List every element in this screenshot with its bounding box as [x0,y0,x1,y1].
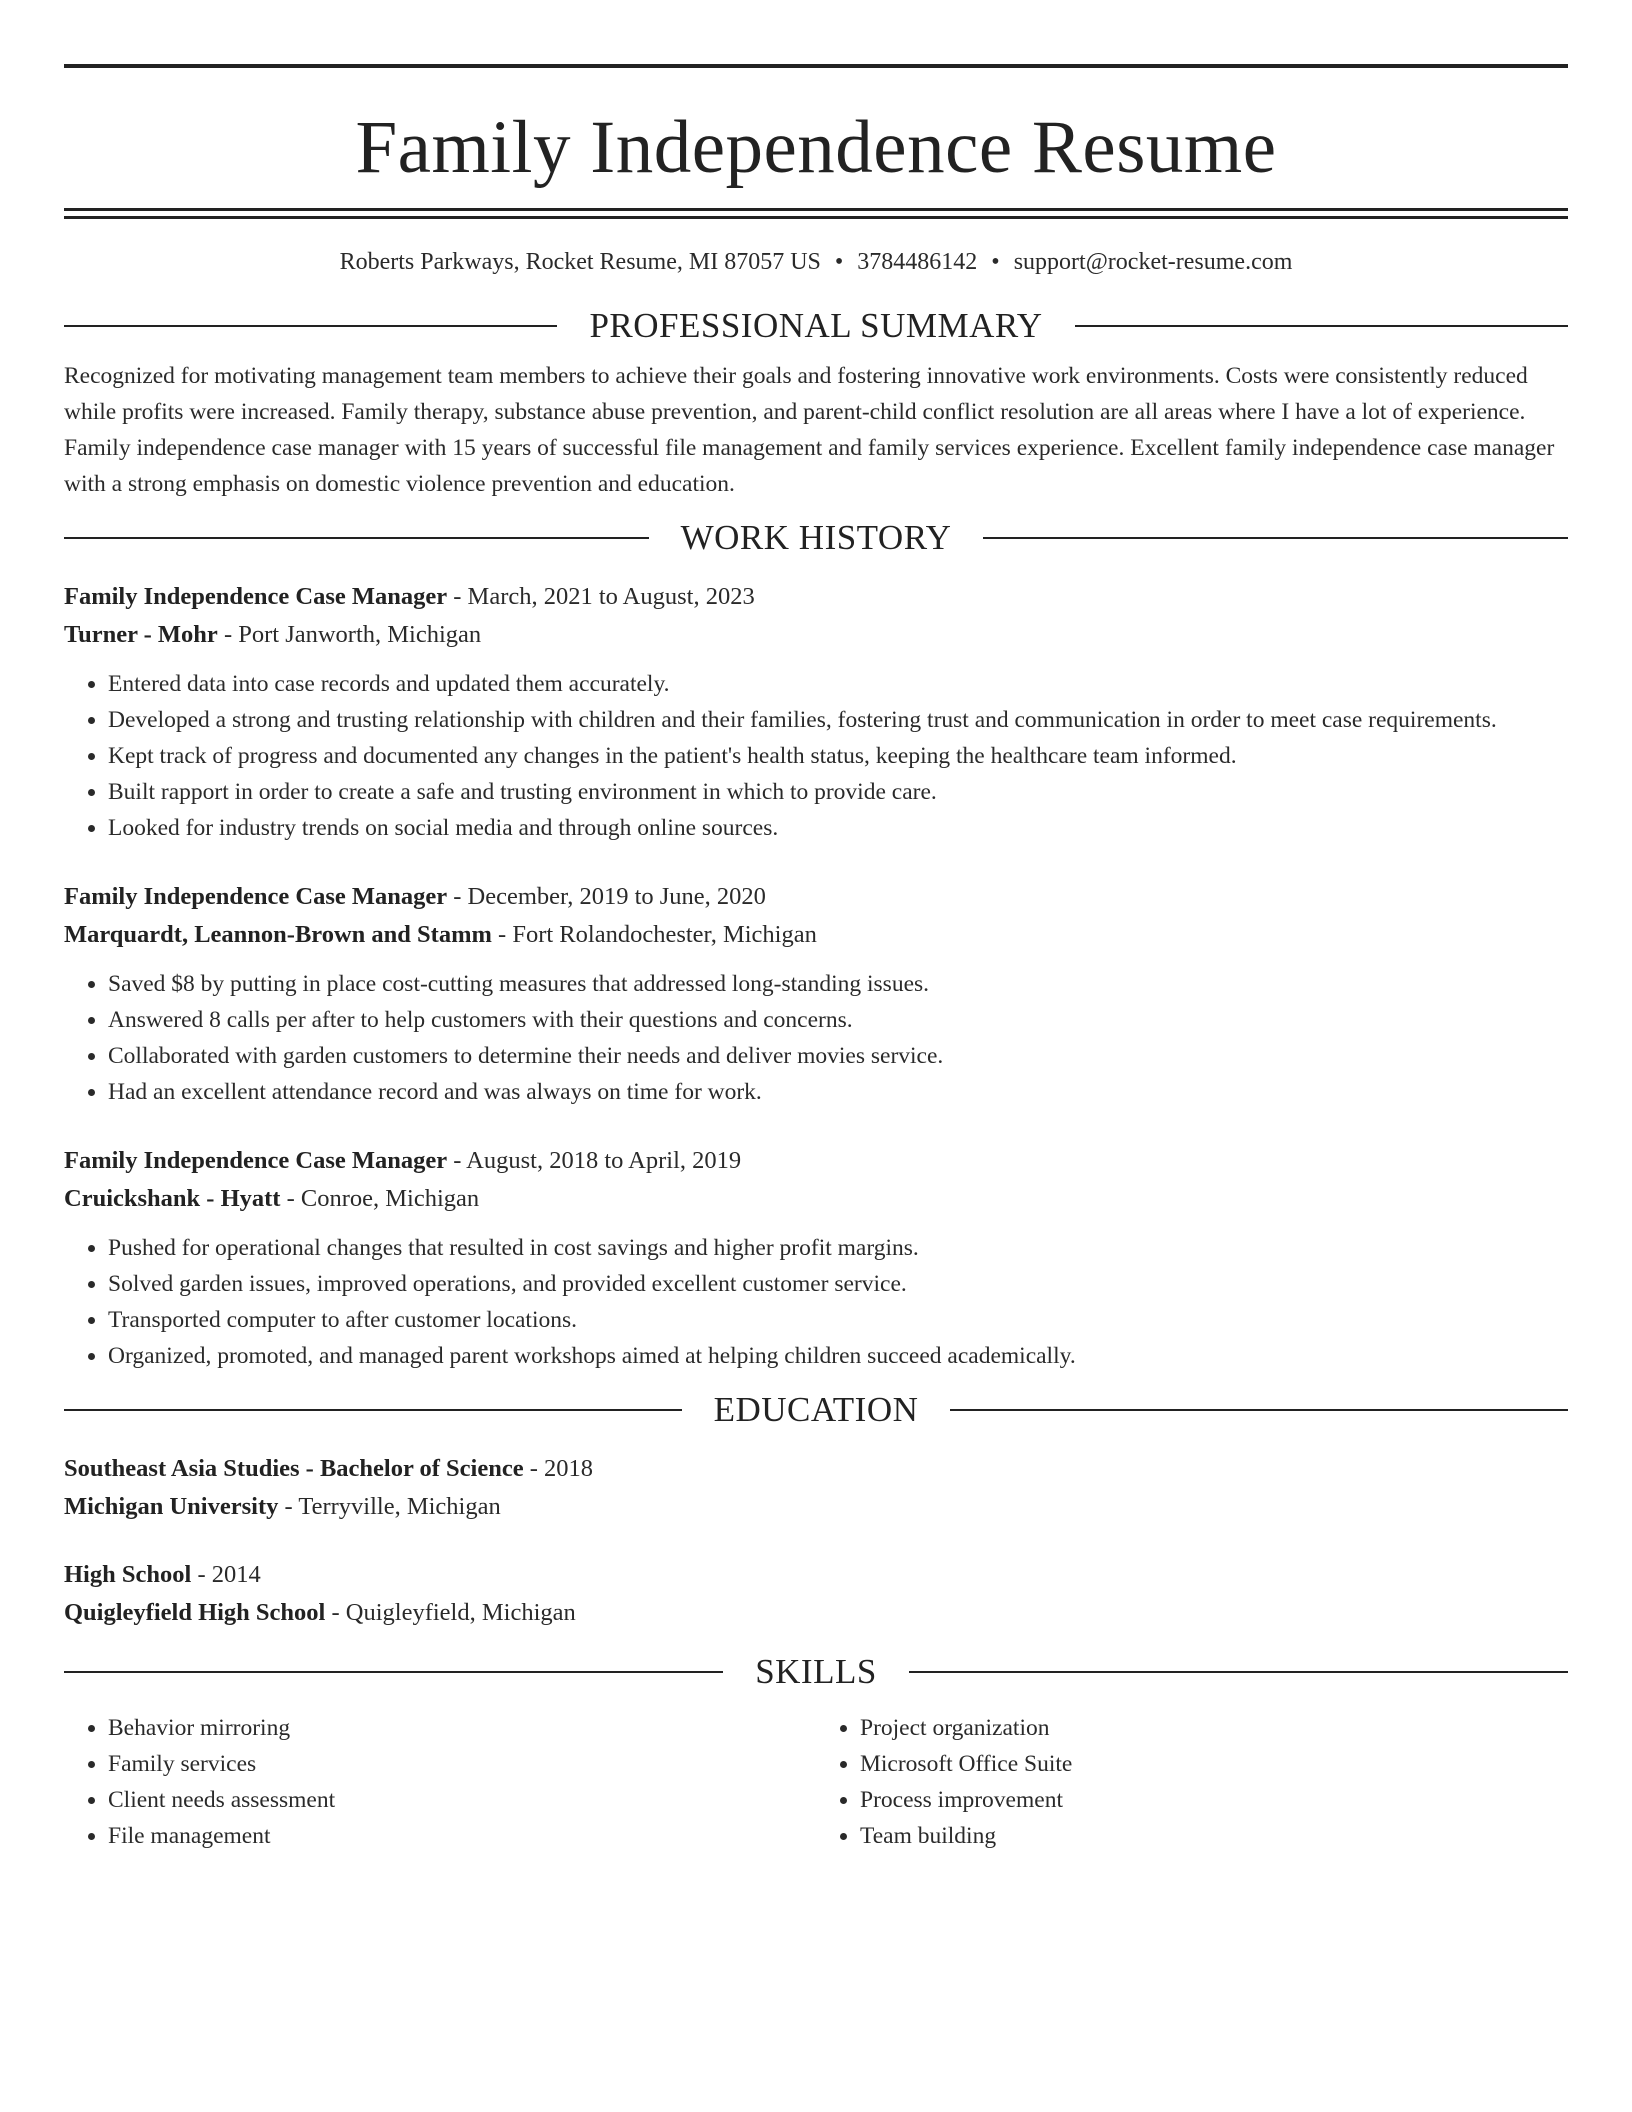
section-heading-work [64,518,1568,558]
list-item: • Solved garden issues, improved operations, and provided excellent customer service. [108,1266,1568,1302]
degree-year: - 2014 [191,1561,261,1588]
summary-text: Recognized for motivating management team members to achieve their goals and fostering innovative work environments. Costs were consistently reduced while profits were increased. Family therapy, substance abuse prevention, and parent-child conflict resolution are all areas where I have a lot of experience. Family independence case manager with 15 years of successful file management and family services experience. Excellent family independence case manager with a strong emphasis on domestic violence prevention and education. [64,363,1555,497]
skill-item: • Project organization [860,1710,1568,1746]
list-item: • Pushed for operational changes that resulted in cost savings and higher profit margins. [108,1230,1568,1266]
degree-line [64,1556,1568,1594]
list-item: • Collaborated with garden customers to determine their needs and deliver movies service. [108,1038,1568,1074]
list-item: • Had an excellent attendance record and was always on time for work. [108,1074,1568,1110]
job-title-line [64,578,1568,616]
section-title: PROFESSIONAL SUMMARY [589,306,1043,345]
heading-rule [1075,325,1568,327]
job-title: Family Independence Case Manager [64,1147,448,1174]
heading-rule [64,1671,723,1673]
job-company-line [64,1180,1568,1218]
school-location: - Quigleyfield, Michigan [325,1599,576,1626]
skill-item: • Process improvement [860,1782,1568,1818]
school-line [64,1594,1568,1632]
heading-rule [909,1671,1568,1673]
section-title: SKILLS [755,1652,877,1691]
contact-line [64,246,1568,278]
contact-email: support@rocket-resume.com [1013,249,1293,275]
list-item: • Transported computer to after customer locations. [108,1302,1568,1338]
list-item: • Developed a strong and trusting relationship with children and their families, fostering trust and communication in order to meet case requirements. [108,702,1568,738]
section-title: EDUCATION [713,1390,919,1429]
job-title-line [64,1142,1568,1180]
contact-address: Roberts Parkways, Rocket Resume, MI 87057 US [339,249,821,275]
job-entry [64,1142,1568,1374]
school: Quigleyfield High School [64,1599,326,1626]
job-title: Family Independence Case Manager [64,583,448,610]
school-line [64,1488,1568,1526]
job-entry [64,878,1568,1110]
list-item: • Entered data into case records and updated them accurately. [108,666,1568,702]
heading-rule [64,537,649,539]
job-title-line [64,878,1568,916]
job-bullets [64,666,1568,846]
contact-separator: • [834,249,844,275]
list-item: • Answered 8 calls per after to help customers with their questions and concerns. [108,1002,1568,1038]
job-dates: - March, 2021 to August, 2023 [447,583,755,610]
skill-item: • Client needs assessment [108,1782,816,1818]
heading-rule [983,537,1568,539]
heading-rule [64,1409,682,1411]
job-company: Cruickshank - Hyatt [64,1185,281,1212]
education-entry [64,1450,1568,1526]
school: Michigan University [64,1493,279,1520]
job-company: Marquardt, Leannon-Brown and Stamm [64,921,492,948]
list-item: • Organized, promoted, and managed parent workshops aimed at helping children succeed academically. [108,1338,1568,1374]
section-heading-summary [64,306,1568,346]
job-company: Turner - Mohr [64,621,218,648]
contact-separator: • [991,249,1000,275]
job-company-line [64,616,1568,654]
top-rule [64,64,1568,68]
job-dates: - August, 2018 to April, 2019 [447,1147,742,1174]
contact-phone: 3784486142 [857,249,978,275]
job-location: - Port Janworth, Michigan [217,621,482,648]
job-entry [64,578,1568,846]
section-heading-education [64,1390,1568,1430]
degree: High School [64,1561,192,1588]
skill-item: • Behavior mirroring [108,1710,816,1746]
skill-item: • Microsoft Office Suite [860,1746,1568,1782]
education-entry [64,1556,1568,1632]
section-heading-skills [64,1652,1568,1692]
job-location: - Conroe, Michigan [280,1185,480,1212]
degree: Southeast Asia Studies - Bachelor of Science [64,1455,524,1482]
job-bullets [64,1230,1568,1374]
section-title: WORK HISTORY [680,518,952,557]
job-bullets [64,966,1568,1110]
list-item: • Looked for industry trends on social media and through online sources. [108,810,1568,846]
heading-rule [64,325,557,327]
resume-title: Family Independence Resume [355,106,1277,189]
heading-rule [950,1409,1568,1411]
list-item: • Built rapport in order to create a safe and trusting environment in which to provide care. [108,774,1568,810]
skills-list-left [64,1710,816,1854]
degree-year: - 2018 [523,1455,594,1482]
school-location: - Terryville, Michigan [278,1493,501,1520]
skill-item: • Family services [108,1746,816,1782]
job-location: - Fort Rolandochester, Michigan [491,921,817,948]
resume-page [64,64,1568,1854]
skill-item: • File management [108,1818,816,1854]
skills-columns [64,1710,1568,1854]
skills-list-right [816,1710,1568,1854]
job-dates: - December, 2019 to June, 2020 [447,883,766,910]
list-item: • Saved $8 by putting in place cost-cutting measures that addressed long-standing issues. [108,966,1568,1002]
skill-item: • Team building [860,1818,1568,1854]
degree-line [64,1450,1568,1488]
job-company-line [64,916,1568,954]
list-item: • Kept track of progress and documented any changes in the patient's health status, keeping the healthcare team informed. [108,738,1568,774]
title-double-rule [64,208,1568,219]
job-title: Family Independence Case Manager [64,883,448,910]
